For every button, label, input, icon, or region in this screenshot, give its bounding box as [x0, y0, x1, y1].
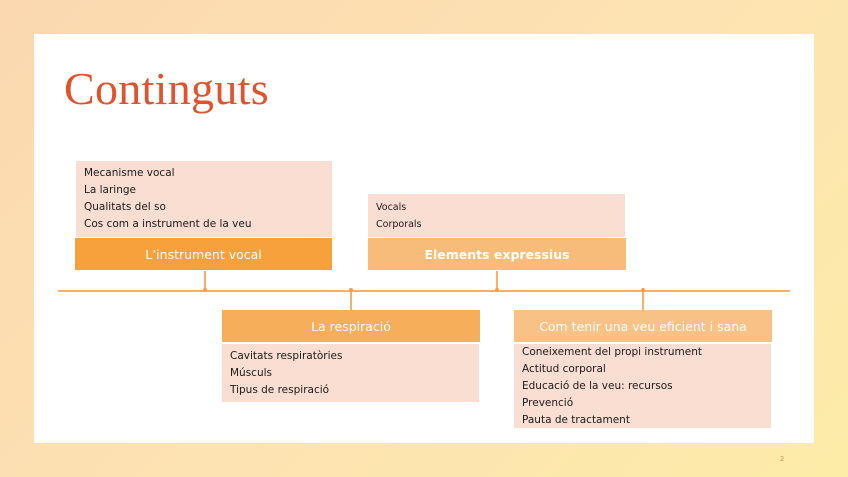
list-item: Coneixement del propi instrument [522, 346, 703, 358]
topic-veu-eficient-label: Com tenir una veu eficient i sana [514, 310, 772, 342]
timeline-line [58, 290, 790, 292]
list-item: Cos com a instrument de la veu [84, 218, 252, 230]
list-item: Músculs [230, 367, 272, 379]
timeline-connector-4 [642, 292, 644, 310]
list-item: Actitud corporal [522, 363, 606, 375]
timeline-marker-2 [349, 288, 353, 292]
slide-title: Continguts [64, 63, 269, 114]
list-item: Vocals [376, 202, 407, 213]
list-item: Prevenció [522, 397, 574, 409]
page-number: 2 [780, 456, 784, 463]
topic-instrument-vocal-label: L’instrument vocal [75, 238, 332, 270]
timeline-marker-3 [495, 288, 499, 292]
list-item: Corporals [376, 219, 422, 230]
topic-elements-expressius-content [368, 194, 625, 237]
timeline-marker-4 [641, 288, 645, 292]
topic-elements-expressius-label: Elements expressius [368, 238, 626, 270]
list-item: La laringe [84, 184, 136, 196]
timeline-connector-2 [350, 292, 352, 310]
topic-instrument-vocal-content [76, 161, 332, 237]
topic-veu-eficient-content [514, 344, 771, 428]
timeline-marker-1 [203, 288, 207, 292]
list-item: Mecanisme vocal [84, 167, 175, 179]
list-item: Tipus de respiració [230, 384, 330, 396]
list-item: Educació de la veu: recursos [522, 380, 673, 392]
topic-respiracio-label: La respiració [222, 310, 480, 342]
list-item: Pauta de tractament [522, 414, 630, 426]
list-item: Qualitats del so [84, 201, 166, 213]
topic-respiracio-content [222, 344, 479, 402]
list-item: Cavitats respiratòries [230, 350, 343, 362]
